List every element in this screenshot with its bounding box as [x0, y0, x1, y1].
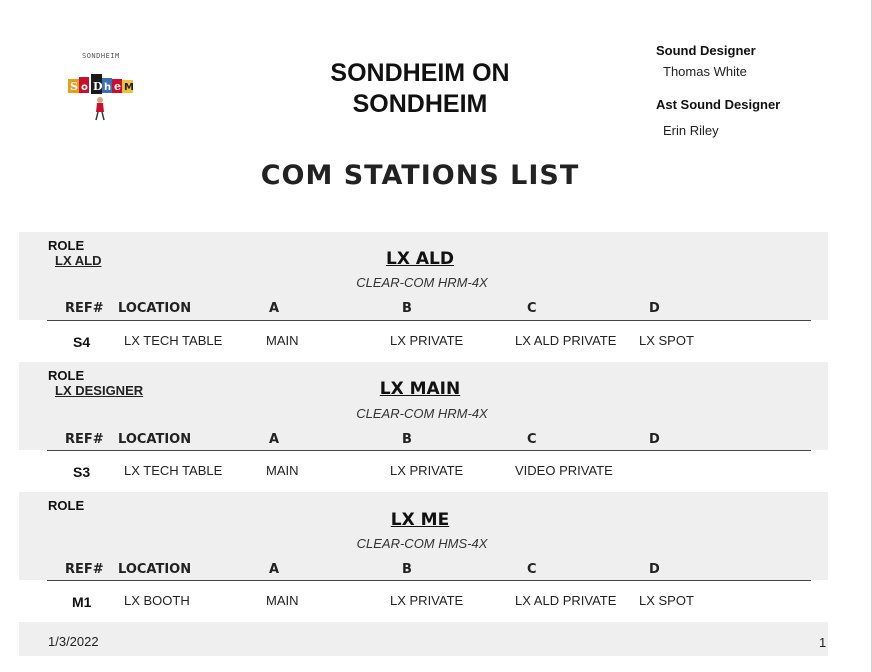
station-model: CLEAR-COM HRM-4X	[356, 275, 488, 290]
cell-a: MAIN	[266, 333, 299, 348]
show-title-line2: SONDHEIM	[352, 90, 488, 118]
footer-band	[19, 622, 828, 656]
cell-a: MAIN	[266, 593, 299, 608]
col-header-d: D	[649, 432, 660, 447]
col-header-d: D	[649, 301, 660, 316]
credit-role-sound-designer: Sound Designer	[656, 43, 756, 58]
station-model: CLEAR-COM HRM-4X	[356, 406, 488, 421]
col-header-ref: REF#	[65, 562, 104, 577]
col-header-c: C	[527, 432, 537, 447]
logo-top-text: SONDHEIM	[82, 52, 120, 60]
cell-ref: S4	[73, 334, 91, 350]
header-rule	[47, 580, 811, 581]
cell-c: LX ALD PRIVATE	[515, 593, 617, 608]
cell-ref: M1	[72, 594, 92, 610]
col-header-ref: REF#	[65, 301, 104, 316]
svg-text:o: o	[81, 82, 88, 93]
col-header-location: LOCATION	[118, 562, 192, 577]
credit-role-ast-sound-designer: Ast Sound Designer	[656, 97, 781, 112]
page-number: 1	[819, 635, 827, 650]
cell-a: MAIN	[266, 463, 299, 478]
station-name: LX ME	[390, 510, 450, 530]
list-title: COM STATIONS LIST	[260, 160, 580, 191]
cell-ref: S3	[73, 464, 91, 480]
svg-text:h: h	[104, 82, 112, 93]
station-name: LX MAIN	[379, 379, 461, 399]
cell-location: LX TECH TABLE	[124, 463, 223, 478]
station-model: CLEAR-COM HMS-4X	[356, 536, 488, 551]
role-label: ROLE	[48, 498, 85, 513]
show-title-line1: SONDHEIM ON	[330, 59, 510, 87]
svg-text:D: D	[93, 80, 103, 93]
col-header-a: A	[269, 432, 280, 447]
col-header-b: B	[402, 432, 412, 447]
footer-date: 1/3/2022	[48, 634, 99, 649]
station-name: LX ALD	[386, 249, 454, 269]
cell-b: LX PRIVATE	[390, 593, 464, 608]
cell-d: LX SPOT	[639, 333, 694, 348]
header-rule	[47, 450, 811, 451]
cell-c: LX ALD PRIVATE	[515, 333, 617, 348]
col-header-ref: REF#	[65, 432, 104, 447]
show-logo	[62, 52, 144, 122]
svg-text:S: S	[70, 80, 78, 93]
logo-art	[62, 52, 144, 122]
col-header-c: C	[527, 562, 537, 577]
col-header-a: A	[269, 562, 280, 577]
col-header-location: LOCATION	[118, 301, 192, 316]
cell-location: LX BOOTH	[124, 593, 190, 608]
svg-text:e: e	[114, 80, 121, 93]
col-header-b: B	[402, 301, 412, 316]
cell-b: LX PRIVATE	[390, 333, 464, 348]
role-value: LX DESIGNER	[55, 383, 144, 398]
role-label: ROLE	[48, 368, 85, 383]
col-header-b: B	[402, 562, 412, 577]
show-title	[300, 58, 540, 120]
col-header-d: D	[649, 562, 660, 577]
col-header-location: LOCATION	[118, 432, 192, 447]
svg-text:M: M	[124, 82, 134, 93]
role-value: LX ALD	[55, 253, 102, 268]
cell-b: LX PRIVATE	[390, 463, 464, 478]
cell-d: LX SPOT	[639, 593, 694, 608]
col-header-c: C	[527, 301, 537, 316]
cell-c: VIDEO PRIVATE	[515, 463, 613, 478]
cell-location: LX TECH TABLE	[124, 333, 223, 348]
col-header-a: A	[269, 301, 280, 316]
header-rule	[47, 320, 811, 321]
role-label: ROLE	[48, 238, 85, 253]
credit-name-ast-sound-designer: Erin Riley	[663, 123, 719, 138]
credit-name-sound-designer: Thomas White	[663, 64, 747, 79]
